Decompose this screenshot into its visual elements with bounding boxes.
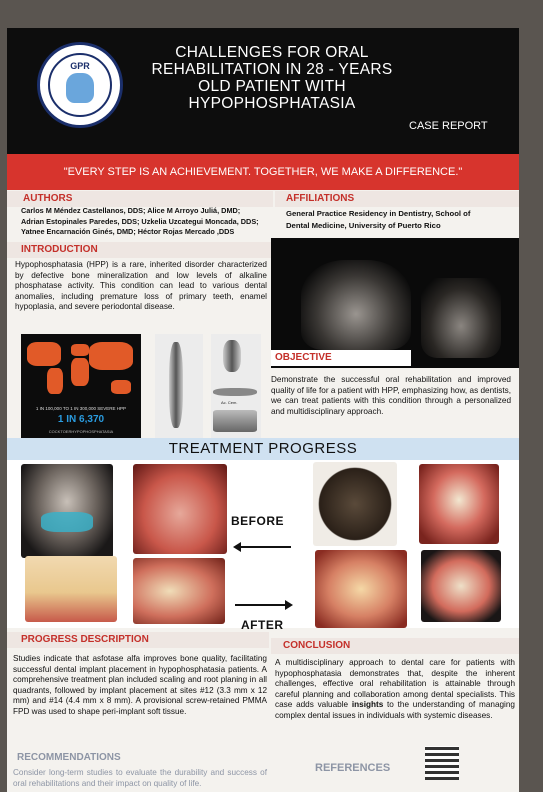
qr-code-icon[interactable] (425, 746, 459, 780)
map-australia (111, 380, 131, 394)
objective-text: Demonstrate the successful oral rehabilitation and improved quality of life for a patient with HPP, emphasizing how, as dentists, we can treat patients with this condition through a personalized and multidisciplinary approach. (271, 375, 511, 416)
after-label: AFTER (241, 618, 284, 632)
recommendations-text: Consider long-term studies to evaluate the durability and success of oral rehabilitations and their impact on quality of life. (13, 768, 267, 788)
poster-title (147, 44, 397, 112)
title-line: REHABILITATION IN 28 - YEARS (151, 61, 393, 78)
map-south-america (47, 368, 63, 394)
conclusion-text-part: A multidisciplinary approach to dental care for patients with hypophosphatasia demonstrates that, despite the inherent challenges, effective oral rehabilitation is attainable through careful planning and collaboration among dental specialists. This case adds valuable (275, 658, 515, 710)
conclusion-bold-word: insights (351, 700, 384, 710)
title-line: CHALLENGES FOR ORAL (175, 44, 369, 61)
implant-plan-overlay (41, 512, 93, 532)
map-europe (71, 344, 89, 356)
authors-heading: AUTHORS (23, 193, 73, 204)
bone-shape (213, 410, 257, 432)
treatment-progress-heading: TREATMENT PROGRESS (7, 438, 519, 460)
prevalence-map (21, 334, 141, 438)
skull-scan-image (421, 278, 501, 358)
introduction-heading: INTRODUCTION (21, 244, 98, 255)
conclusion-text-part: to the understanding of managing complex dental issues in individuals with systemic diseases. (275, 700, 515, 720)
map-source: COCKTOERHYPOPHOSPHATASIA (48, 429, 114, 434)
left-arrow-icon (235, 546, 291, 548)
authors-list (21, 206, 271, 238)
motto-banner: "EVERY STEP IS AN ACHIEVEMENT. TOGETHER, WE MAKE A DIFFERENCE." (7, 154, 519, 190)
right-arrow-icon (235, 604, 291, 606)
xray-image-1 (155, 334, 203, 438)
tooth-icon (66, 73, 94, 103)
before-palatal-scan (313, 462, 397, 546)
bone-shape (223, 340, 241, 372)
author-line: Yatnee Encarnación Ginés, DMD; Héctor Rojas Mercado ,DDS (21, 227, 235, 236)
after-lateral-photo (133, 558, 225, 624)
introduction-text: Hypophosphatasia (HPP) is a rare, inherited disorder characterized by defective bone mineralization and low levels of alkaline phosphatase activity. This condition can lead to various dental anomalies, including premature loss of primary teeth, enamel hypoplasia, and severe periodontal disease. (15, 260, 267, 312)
cbct-scan-panel (271, 238, 519, 368)
case-report-label: CASE REPORT (409, 120, 488, 132)
map-asia (89, 342, 133, 370)
map-stat-line: 1 IN 100,000 TO 1 IN 300,000 SEVERE HPP (35, 406, 127, 411)
objective-heading: OBJECTIVE (275, 352, 332, 363)
affiliations-heading: AFFILIATIONS (286, 193, 355, 204)
poster-header (7, 28, 519, 154)
title-line: HYPOPHOSPHATASIA (188, 95, 356, 112)
after-smile-photo (421, 550, 501, 622)
progress-text: Studies indicate that asfotase alfa improves bone quality, facilitating successful dental implant placement in hypophosphatasia patients. A comprehensive treatment plan included scaling and root planing in all quadrants, followed by implant placement at sites #12 (3.3 mm x 12 mm) and #14 (4.4 mm x 8 mm). A provisional screw-retained PMMA FPD was used to shape peri-implant soft tissue. (13, 654, 267, 716)
bone-shape (213, 388, 257, 396)
affiliations-text (286, 208, 516, 232)
conclusion-heading: CONCLUSION (283, 640, 351, 651)
before-occlusal-photo-1 (133, 464, 227, 554)
author-line: Carlos M Méndez Castellanos, DDS; Alice M Arroyo Juliá, DMD; (21, 206, 241, 215)
after-frontal-photo (25, 556, 117, 622)
treatment-progress-area (7, 460, 519, 632)
map-africa (71, 358, 89, 386)
before-occlusal-photo-2 (419, 464, 499, 544)
author-line: Adrian Estopinales Paredes, DDS; Uzkelia Uzcategui Moncada, DDS; (21, 216, 259, 226)
conclusion-text (275, 658, 515, 722)
progress-heading: PROGRESS DESCRIPTION (21, 634, 149, 645)
title-line: OLD PATIENT WITH (198, 78, 346, 95)
poster (7, 28, 519, 792)
references-heading: REFERENCES (315, 762, 391, 774)
gpr-logo (37, 42, 123, 128)
skull-scan-image (301, 260, 411, 350)
recommendations-heading: RECOMMENDATIONS (17, 752, 121, 763)
bone-shape (169, 342, 183, 428)
before-label: BEFORE (231, 514, 285, 528)
affiliation-line: Dental Medicine, University of Puerto Rico (286, 221, 441, 230)
3d-skull-image (21, 464, 113, 558)
map-north-america (27, 342, 61, 366)
logo-text: GPR (70, 61, 90, 71)
after-occlusal-photo (315, 550, 407, 628)
map-big-stat: 1 IN 6,370 (57, 414, 105, 425)
affiliation-line: General Practice Residency in Dentistry, School of (286, 209, 471, 218)
xray-label: Ac. Cem. (221, 400, 238, 405)
xray-image-2 (211, 334, 261, 438)
